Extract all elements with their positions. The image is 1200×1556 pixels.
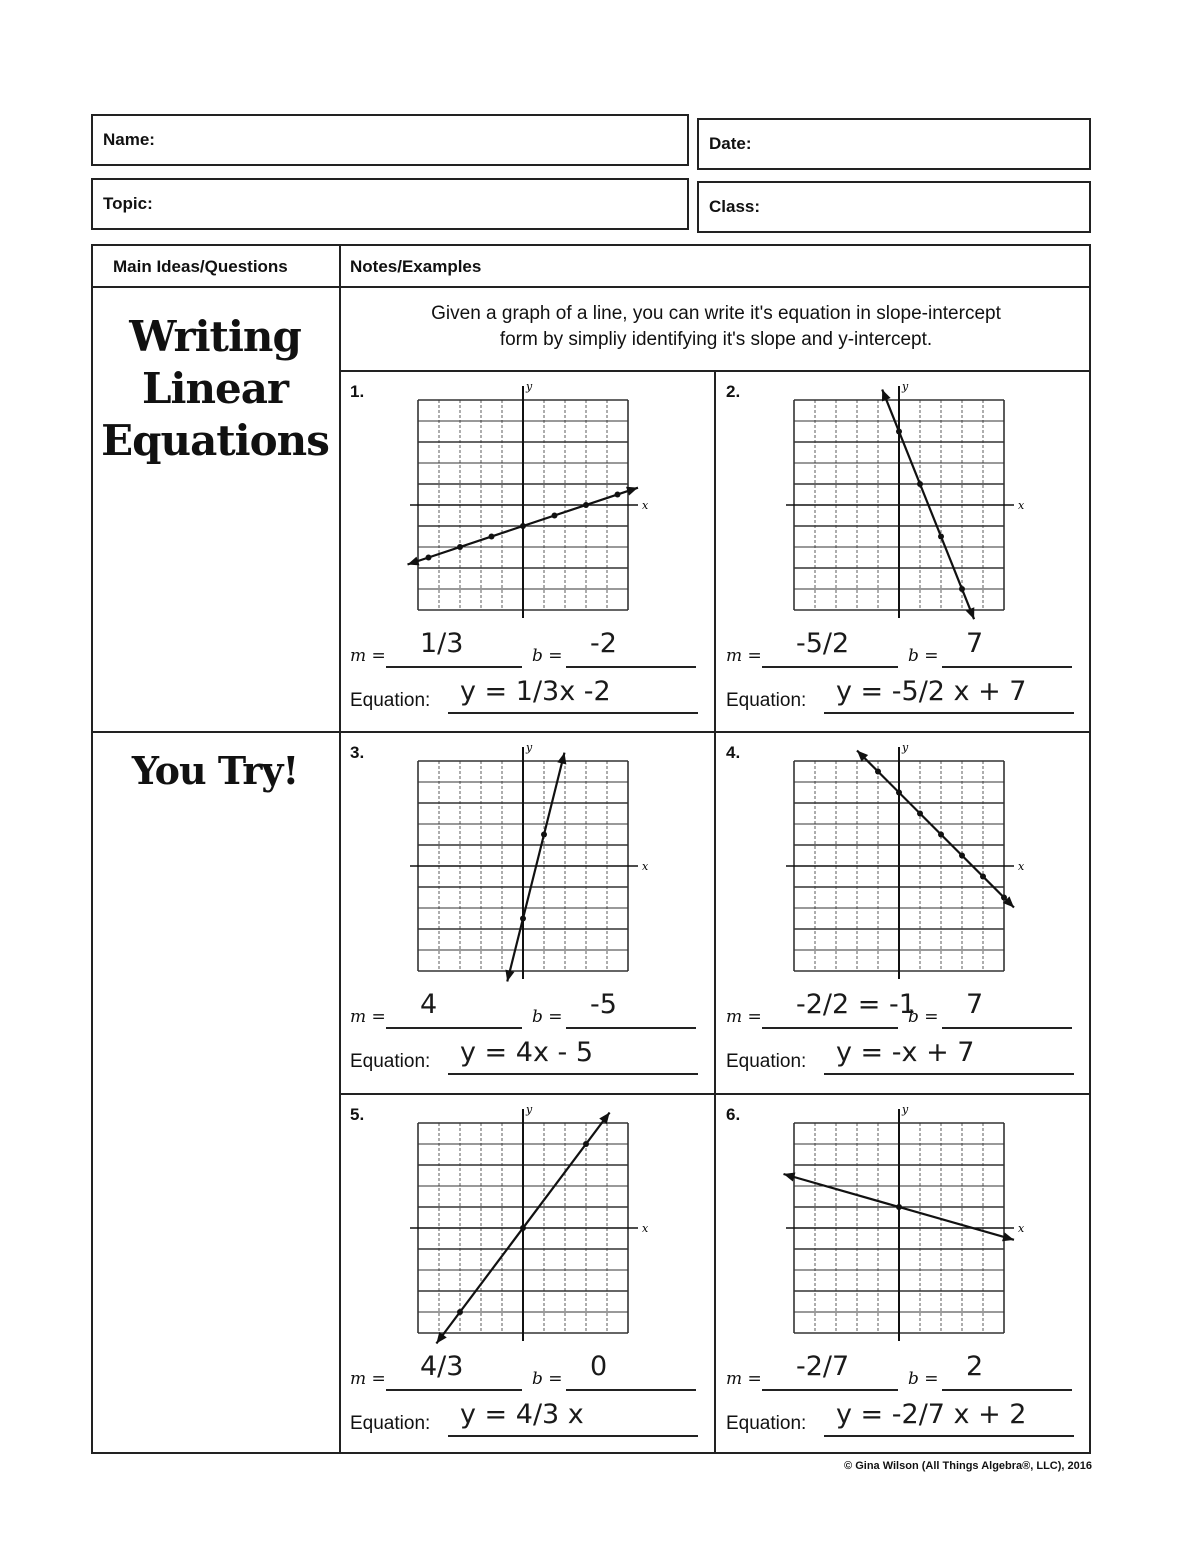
main-ideas-heading: Main Ideas/Questions [113,257,288,276]
equation-blank[interactable] [824,1073,1074,1075]
line-point [457,544,463,550]
slope-answer: 4 [420,989,438,1020]
equation-blank[interactable] [448,1073,698,1075]
equation-blank[interactable] [824,712,1074,714]
line-point [896,429,902,435]
intercept-label: b = [532,1369,563,1389]
intercept-label: b = [532,1007,563,1027]
y-axis-label: y [526,380,533,393]
problem-number: 1. [350,382,365,401]
equation-label: Equation: [350,1051,431,1072]
equation-label: Equation: [350,690,431,711]
section-divider [91,731,1091,733]
equation-answer: y = -2/7 x + 2 [836,1399,1027,1430]
equation-blank[interactable] [448,712,698,714]
line-point [980,874,986,880]
problem-column-divider [714,370,716,1454]
y-axis-label: y [526,741,533,754]
intercept-blank[interactable] [942,666,1072,668]
intercept-answer: 7 [966,989,984,1020]
intercept-answer: 7 [966,628,984,659]
equation-label: Equation: [726,1413,807,1434]
intercept-blank[interactable] [942,1027,1072,1029]
intercept-blank[interactable] [942,1389,1072,1391]
slope-label: m = [726,1369,762,1389]
line-point [938,534,944,540]
line-point [583,1141,589,1147]
topic-label: Topic: [103,194,153,213]
line-point [520,1225,526,1231]
line-point [959,853,965,859]
equation-blank[interactable] [448,1435,698,1437]
equation-answer: y = 1/3x -2 [460,676,611,707]
intercept-answer: -2 [590,628,617,659]
intercept-answer: 2 [966,1351,984,1382]
intercept-label: b = [908,1369,939,1389]
slope-answer: -2/7 [796,1351,850,1382]
problem-number: 2. [726,382,741,401]
problem-number: 6. [726,1105,741,1124]
coordinate-graph [398,1103,658,1353]
line-point [938,832,944,838]
line-point [896,790,902,796]
slope-blank[interactable] [386,666,522,668]
column-divider [339,244,341,1454]
line-point [520,523,526,529]
intro-line1: Given a graph of a line, you can write it's equation in slope-intercept [431,303,1001,324]
section-title-line3: Equations [101,416,329,465]
intercept-label: b = [908,646,939,666]
equation-blank[interactable] [824,1435,1074,1437]
slope-answer: 1/3 [420,628,464,659]
line-point [457,1309,463,1315]
slope-label: m = [350,646,386,666]
name-field[interactable] [91,114,689,166]
equation-answer: y = 4x - 5 [460,1037,594,1068]
x-axis-label: x [642,499,649,512]
slope-blank[interactable] [762,1389,898,1391]
slope-blank[interactable] [386,1389,522,1391]
class-field[interactable] [697,181,1091,233]
line-point [520,916,526,922]
x-axis-label: x [1018,1222,1025,1235]
class-label: Class: [709,197,761,216]
equation-label: Equation: [726,690,807,711]
line-point [917,481,923,487]
graphed-line [857,751,1014,908]
header-row-divider [91,286,1091,288]
problem-number: 5. [350,1105,365,1124]
y-axis-label: y [526,1103,533,1116]
slope-label: m = [726,1007,762,1027]
line-point [917,811,923,817]
slope-answer: 4/3 [420,1351,464,1382]
notes-heading: Notes/Examples [350,257,482,276]
coordinate-graph [774,741,1034,991]
x-axis-label: x [1018,499,1025,512]
equation-answer: y = -5/2 x + 7 [836,676,1027,707]
line-arrowhead [966,607,975,619]
slope-label: m = [350,1007,386,1027]
copyright: © Gina Wilson (All Things Algebra®, LLC), 2016 [844,1460,1092,1472]
slope-label: m = [350,1369,386,1389]
intercept-answer: 0 [590,1351,608,1382]
intercept-label: b = [908,1007,939,1027]
equation-label: Equation: [350,1413,431,1434]
x-axis-label: x [1018,860,1025,873]
slope-answer: -2/2 = -1 [796,989,916,1020]
coordinate-graph [398,741,658,991]
line-point [426,554,432,560]
slope-blank[interactable] [762,666,898,668]
coordinate-graph [774,380,1034,630]
line-point [489,533,495,539]
slope-label: m = [726,646,762,666]
problem-number: 4. [726,743,741,762]
line-point [583,502,589,508]
slope-blank[interactable] [762,1027,898,1029]
y-axis-label: y [902,1103,909,1116]
equation-answer: y = 4/3 x [460,1399,584,1430]
problem-number: 3. [350,743,365,762]
line-point [1001,895,1007,901]
y-axis-label: y [902,380,909,393]
intro-line2: form by simpliy identifying it's slope and y-intercept. [499,329,933,350]
intercept-blank[interactable] [566,1389,696,1391]
line-point [896,1204,902,1210]
equation-answer: y = -x + 7 [836,1037,975,1068]
intercept-blank[interactable] [566,1027,696,1029]
you-try-title: You Try! [131,748,299,793]
date-label: Date: [709,134,752,153]
y-axis-label: y [902,741,909,754]
topic-field[interactable] [91,178,689,230]
equation-label: Equation: [726,1051,807,1072]
line-point [541,832,547,838]
slope-blank[interactable] [386,1027,522,1029]
name-label: Name: [103,130,155,149]
x-axis-label: x [642,860,649,873]
line-point [875,769,881,775]
intercept-label: b = [532,646,563,666]
intercept-blank[interactable] [566,666,696,668]
coordinate-graph [774,1103,1034,1353]
section-title-line1: Writing [129,312,301,361]
line-point [615,492,621,498]
graphed-line [507,753,564,982]
intercept-answer: -5 [590,989,617,1020]
slope-answer: -5/2 [796,628,850,659]
line-point [552,513,558,519]
x-axis-label: x [642,1222,649,1235]
date-field[interactable] [697,118,1091,170]
coordinate-graph [398,380,658,630]
line-point [959,586,965,592]
section-title-line2: Linear [141,364,289,413]
